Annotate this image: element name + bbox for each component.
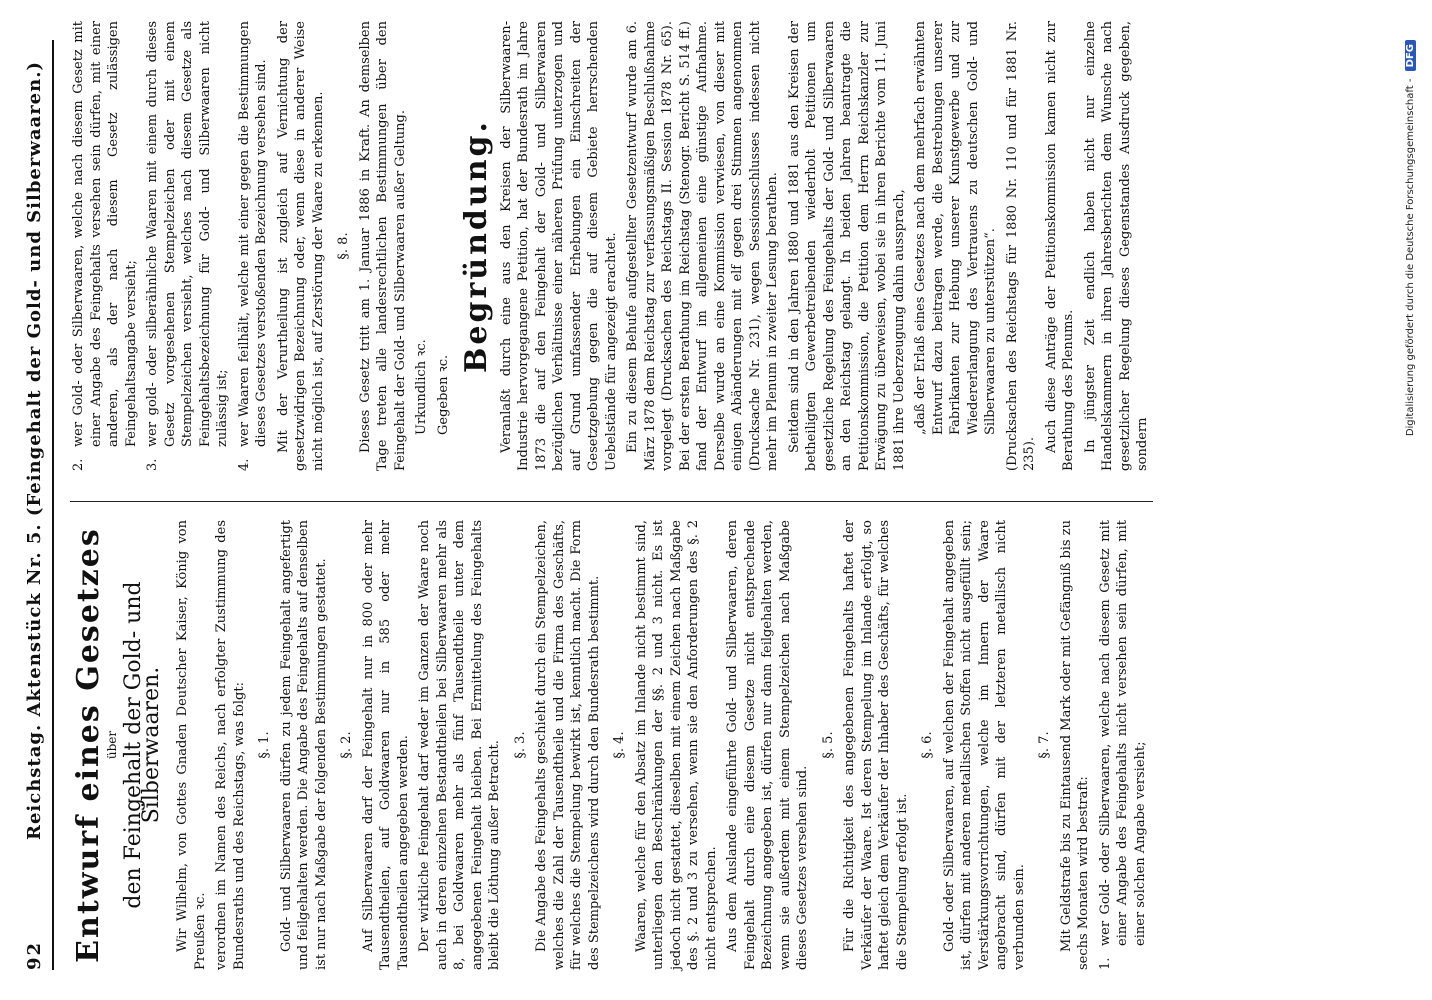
section-5-heading: §. 5. <box>820 731 836 759</box>
begruendung-para-1: Veranlaßt durch eine aus den Kreisen der Silberwaaren-Industrie hervorgegangene Petition, hat der Bundesrath im Jahre 1873 die auf den Feingehalt der Gold- und Silberwaaren bezüglichen Verhältnisse einer näheren Prüfung unterzogen und auf Grund umfassender Erhebungen ein Einschreiten der Gesetzgebung gegen die auf diesem Gebiete herrschenden Uebelstände für angezeigt erachtet. <box>498 21 619 471</box>
preamble-emperor: Wir Wilhelm, von Gottes Gnaden Deutscher Kaiser, König von Preußen ꝛc. <box>175 520 208 970</box>
begruendung-quote: „daß der Erlaß eines Gesetzes nach dem mehrfach erwähnten Entwurf dazu beitragen werde, die Bestrebungen unserer Fabrikanten zur Hebung unserer Kunstgewerbe und zur Wiedererlangung des Vertrauens zu deutschen Gold- und Silberwaaren zu unterstützen“. <box>913 21 998 435</box>
section-6-text: Gold- oder Silberwaaren, auf welchen der Feingehalt angegeben ist, dürfen mit anderen metallischen Stoffen nicht ausgefüllt sein; Verstärkungsvorrichtungen, welche im Innern der Waare angebracht sind, dürfen mit der letzteren metallisch nicht verbunden sein. <box>941 520 1027 970</box>
section-6-heading: §. 6. <box>920 731 935 759</box>
begruendung-drucksachen: (Drucksachen des Reichstags für 1880 Nr. 110 und für 1881 Nr. 235). <box>1004 21 1037 471</box>
digitization-credit <box>1405 40 1416 960</box>
section-4-heading: §. 4. <box>612 731 627 759</box>
begruendung-para-7: In jüngster Zeit endlich haben nicht nur einzelne Handelskammern in ihren Jahresberichten dem Wunsche nach gesetzlicher Regelung dieses Gegenstandes Ausdruck gegeben, sondern <box>1082 21 1150 471</box>
urkundlich: Urkundlich ꝛc. <box>414 339 429 435</box>
item-number: 2. <box>71 458 86 471</box>
section-7-closing: Mit der Verurtheilung ist zugleich auf Vernichtung der gesetzwidrigen Bezeichnung oder, wenn diese in anderer Weise nicht möglich ist, auf Zerstörung der Waare zu erkennen. <box>275 21 326 471</box>
right-column <box>70 21 1156 475</box>
credit-text: Digitalisierung gefördert durch die Deutsche Forschungsgemeinschaft - <box>1405 78 1416 437</box>
law-title: Entwurf eines Gesetzes <box>71 527 106 963</box>
begruendung-para-3: Seitdem sind in den Jahren 1880 und 1881 aus den Kreisen der betheiligten Gewerbetreibenden wiederholt Petitionen um gesetzliche Regelung des Feingehalts der Gold- und Silberwaaren an den Reichstag gelangt. In beiden Jahren beantragte die Petitionskommission, die Petition dem Herrn Reichskanzler zur Erwägung zu überweisen, wobei sie in ihren Berichte vom 11. Juni 1881 ihre Ueberzeugung dahin aussprach, <box>786 21 907 471</box>
section-7-item-1 <box>1097 520 1150 970</box>
section-1-heading: §. 1. <box>257 731 272 759</box>
section-4-text-b: Aus dem Auslande eingeführte Gold- und Silberwaaren, deren Feingehalt durch eine diesem Gesetze nicht entsprechende Bezeichnung angegeben ist, dürfen nur dann feilgehalten werden, wenn sie außerdem mit einem Stempelzeichen nach Maßgabe dieses Gesetzes versehen sind. <box>725 520 810 970</box>
item-number: 1. <box>1097 957 1113 970</box>
item-text: wer Waaren feilhält, welche mit einer gegen die Bestimmungen dieses Gesetzes verstoßenden Bezeichnung versehen sind. <box>236 21 269 447</box>
section-3-heading: §. 3. <box>512 731 528 759</box>
section-8-text: Dieses Gesetz tritt am 1. Januar 1886 in Kraft. An demselben Tage treten alle landesrechtlichen Bestimmungen über den Feingehalt der Gold- und Silberwaaren außer Geltung. <box>357 21 408 471</box>
begruendung-para-2: Ein zu diesem Behufe aufgestellter Gesetzentwurf wurde am 6. März 1878 dem Reichstag zur verfassungsmäßigen Beschlußnahme vorgelegt (Drucksachen des Reichstags II. Session 1878 Nr. 65). Bei der ersten Berathung im Reichstag (Stenogr. Bericht S. 514 ff.) fand der Entwurf im allgemeinen eine günstige Aufnahme. Derselbe wurde an eine Kommission verwiesen, von dieser mit einigen Abänderungen mit elf gegen drei Stimmen angenommen (Drucksache Nr. 231), wegen Sessionsschlusses indessen nicht mehr im Plenum in zweiter Lesung berathen. <box>625 21 780 471</box>
section-7-item-4 <box>236 21 271 471</box>
section-7-item-2 <box>70 21 140 471</box>
item-text: wer gold- oder silberähnliche Waaren mit einem durch dieses Gesetz vorgesehenen Stempelzeichen oder mit einem Stempelzeichen versieht, welches nach diesem Gesetze als Feingehaltsbezeichnung für Gold- und Silberwaaren nicht zulässig ist; <box>145 21 230 447</box>
section-4-text-a: Waaren, welche für den Absatz im Inlande nicht bestimmt sind, unterliegen den Beschränkungen der §§. 2 und 3 nicht. Es ist jedoch nicht gestattet, dieselben mit einem Zeichen nach Maßgabe des §. 2 und 3 zu versehen, wenn sie den Anforderungen des §. 2 nicht entsprechen. <box>633 520 719 970</box>
section-2-text-b: Der wirkliche Feingehalt darf weder im Ganzen der Waare noch auch in deren einzelnen Bestandtheilen bei Silberwaaren mehr als 8, bei Goldwaaren mehr als fünf Tausendtheile unter dem angegebenen Feingehalt bleiben. Bei Ermittelung des Feingehalts bleibt die Löthung außer Betracht. <box>417 520 502 970</box>
dfg-logo: DFG <box>1405 40 1416 71</box>
section-1-text: Gold- und Silberwaaren dürfen zu jedem Feingehalt angefertigt und feilgehalten werden. Die Angabe des Feingehalts auf denselben ist nur nach Maßgabe der folgenden Bestimmungen gestattet. <box>278 520 329 970</box>
item-text: wer Gold- oder Silberwaaren, welche nach diesem Gesetz mit einer Angabe des Feingehalts nicht versehen sein dürfen, mit einer solchen Angabe versieht; <box>1097 520 1148 946</box>
page-number: 92 <box>24 940 45 970</box>
item-number: 3. <box>145 458 160 471</box>
page-header <box>18 40 54 970</box>
section-5-text: Für die Richtigkeit des angegebenen Feingehalts haftet der Verkäufer der Waare. Ist deren Stempelung im Inlande erfolgt, so haftet gleich dem Verkäufer der Inhaber des Geschäfts, für welches die Stempelung erfolgt ist. <box>842 520 910 970</box>
left-column <box>70 501 1153 970</box>
preamble-enactment: verordnen im Namen des Reichs, nach erfolgter Zustimmung des Bundesraths und des Reichstags, was folgt: <box>214 520 247 970</box>
gegeben: Gegeben ꝛc. <box>435 354 451 435</box>
item-text: wer Gold- oder Silberwaaren, welche nach diesem Gesetz mit einer Angabe des Feingehalts versehen sein dürfen, mit einer anderen, als der nach diesem Gesetz zulässigen Feingehaltsangabe versieht; <box>71 21 139 447</box>
law-title-ueber: über <box>104 730 119 760</box>
law-subtitle: den Feingehalt der Gold- und Silberwaaren. <box>121 581 164 909</box>
section-2-heading: §. 2. <box>339 731 354 759</box>
section-7-heading: §. 7. <box>1037 731 1052 759</box>
section-3-text: Die Angabe des Feingehalts geschieht durch ein Stempelzeichen, welches die Zahl der Tausendtheile und die Firma des Geschäfts, für welches die Stempelung bewirkt ist, kenntlich macht. Die Form des Stempelzeichens wird durch den Bundesrath bestimmt. <box>534 520 602 970</box>
section-7-item-3 <box>144 21 232 471</box>
item-number: 4. <box>236 458 252 471</box>
section-7-text: Mit Geldstrafe bis zu Eintausend Mark oder mit Gefängniß bis zu sechs Monaten wird bestraft: <box>1058 520 1091 970</box>
section-8-heading: §. 8. <box>336 232 351 260</box>
begruendung-title: Begründung. <box>459 119 494 373</box>
running-title: Reichstag. Aktenstück Nr. 5. (Feingehalt der Gold- und Silberwaaren.) <box>24 61 45 840</box>
begruendung-para-6: Auch diese Anträge der Petitionskommission kamen nicht zur Berathung des Plenums. <box>1043 21 1076 471</box>
section-2-text-a: Auf Silberwaaren darf der Feingehalt nur in 800 oder mehr Tausendtheilen, auf Goldwaaren nur in 585 oder mehr Tausendtheilen angegeben werden. <box>360 520 411 970</box>
